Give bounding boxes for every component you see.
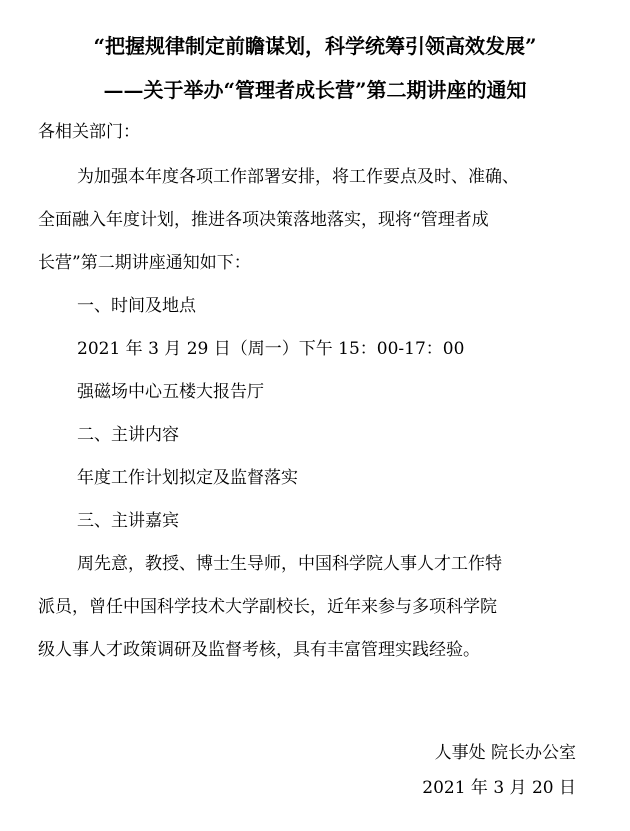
issue-date: 2021 年 3 月 20 日 (422, 778, 576, 798)
speaker-bio-line-3: 级人事人才政策调研及监督考核，具有丰富管理实践经验。 (38, 640, 480, 660)
issuer: 人事处 院长办公室 (434, 743, 576, 763)
salutation: 各相关部门： (38, 122, 140, 142)
intro-line-2: 全面融入年度计划，推进各项决策落地落实，现将“管理者成 (38, 210, 489, 230)
notice-subtitle: ——关于举办“管理者成长营”第二期讲座的通知 (103, 78, 527, 102)
event-place: 强磁场中心五楼大报告厅 (77, 382, 264, 402)
intro-line-3: 长营”第二期讲座通知如下： (38, 253, 251, 273)
speaker-bio-line-1: 周先意，教授、博士生导师，中国科学院人事人才工作特 (77, 554, 502, 574)
intro-line-1: 为加强本年度各项工作部署安排，将工作要点及时、准确、 (77, 167, 519, 187)
section-heading-speaker: 三、主讲嘉宾 (77, 511, 179, 531)
lecture-topic: 年度工作计划拟定及监督落实 (77, 468, 298, 488)
notice-title: “把握规律制定前瞻谋划，科学统筹引领高效发展” (93, 34, 537, 58)
speaker-bio-line-2: 派员，曾任中国科学技术大学副校长，近年来参与多项科学院 (38, 597, 497, 617)
event-datetime: 2021 年 3 月 29 日（周一）下午 15：00-17：00 (77, 339, 465, 359)
section-heading-time-place: 一、时间及地点 (77, 296, 196, 316)
section-heading-content: 二、主讲内容 (77, 425, 179, 445)
